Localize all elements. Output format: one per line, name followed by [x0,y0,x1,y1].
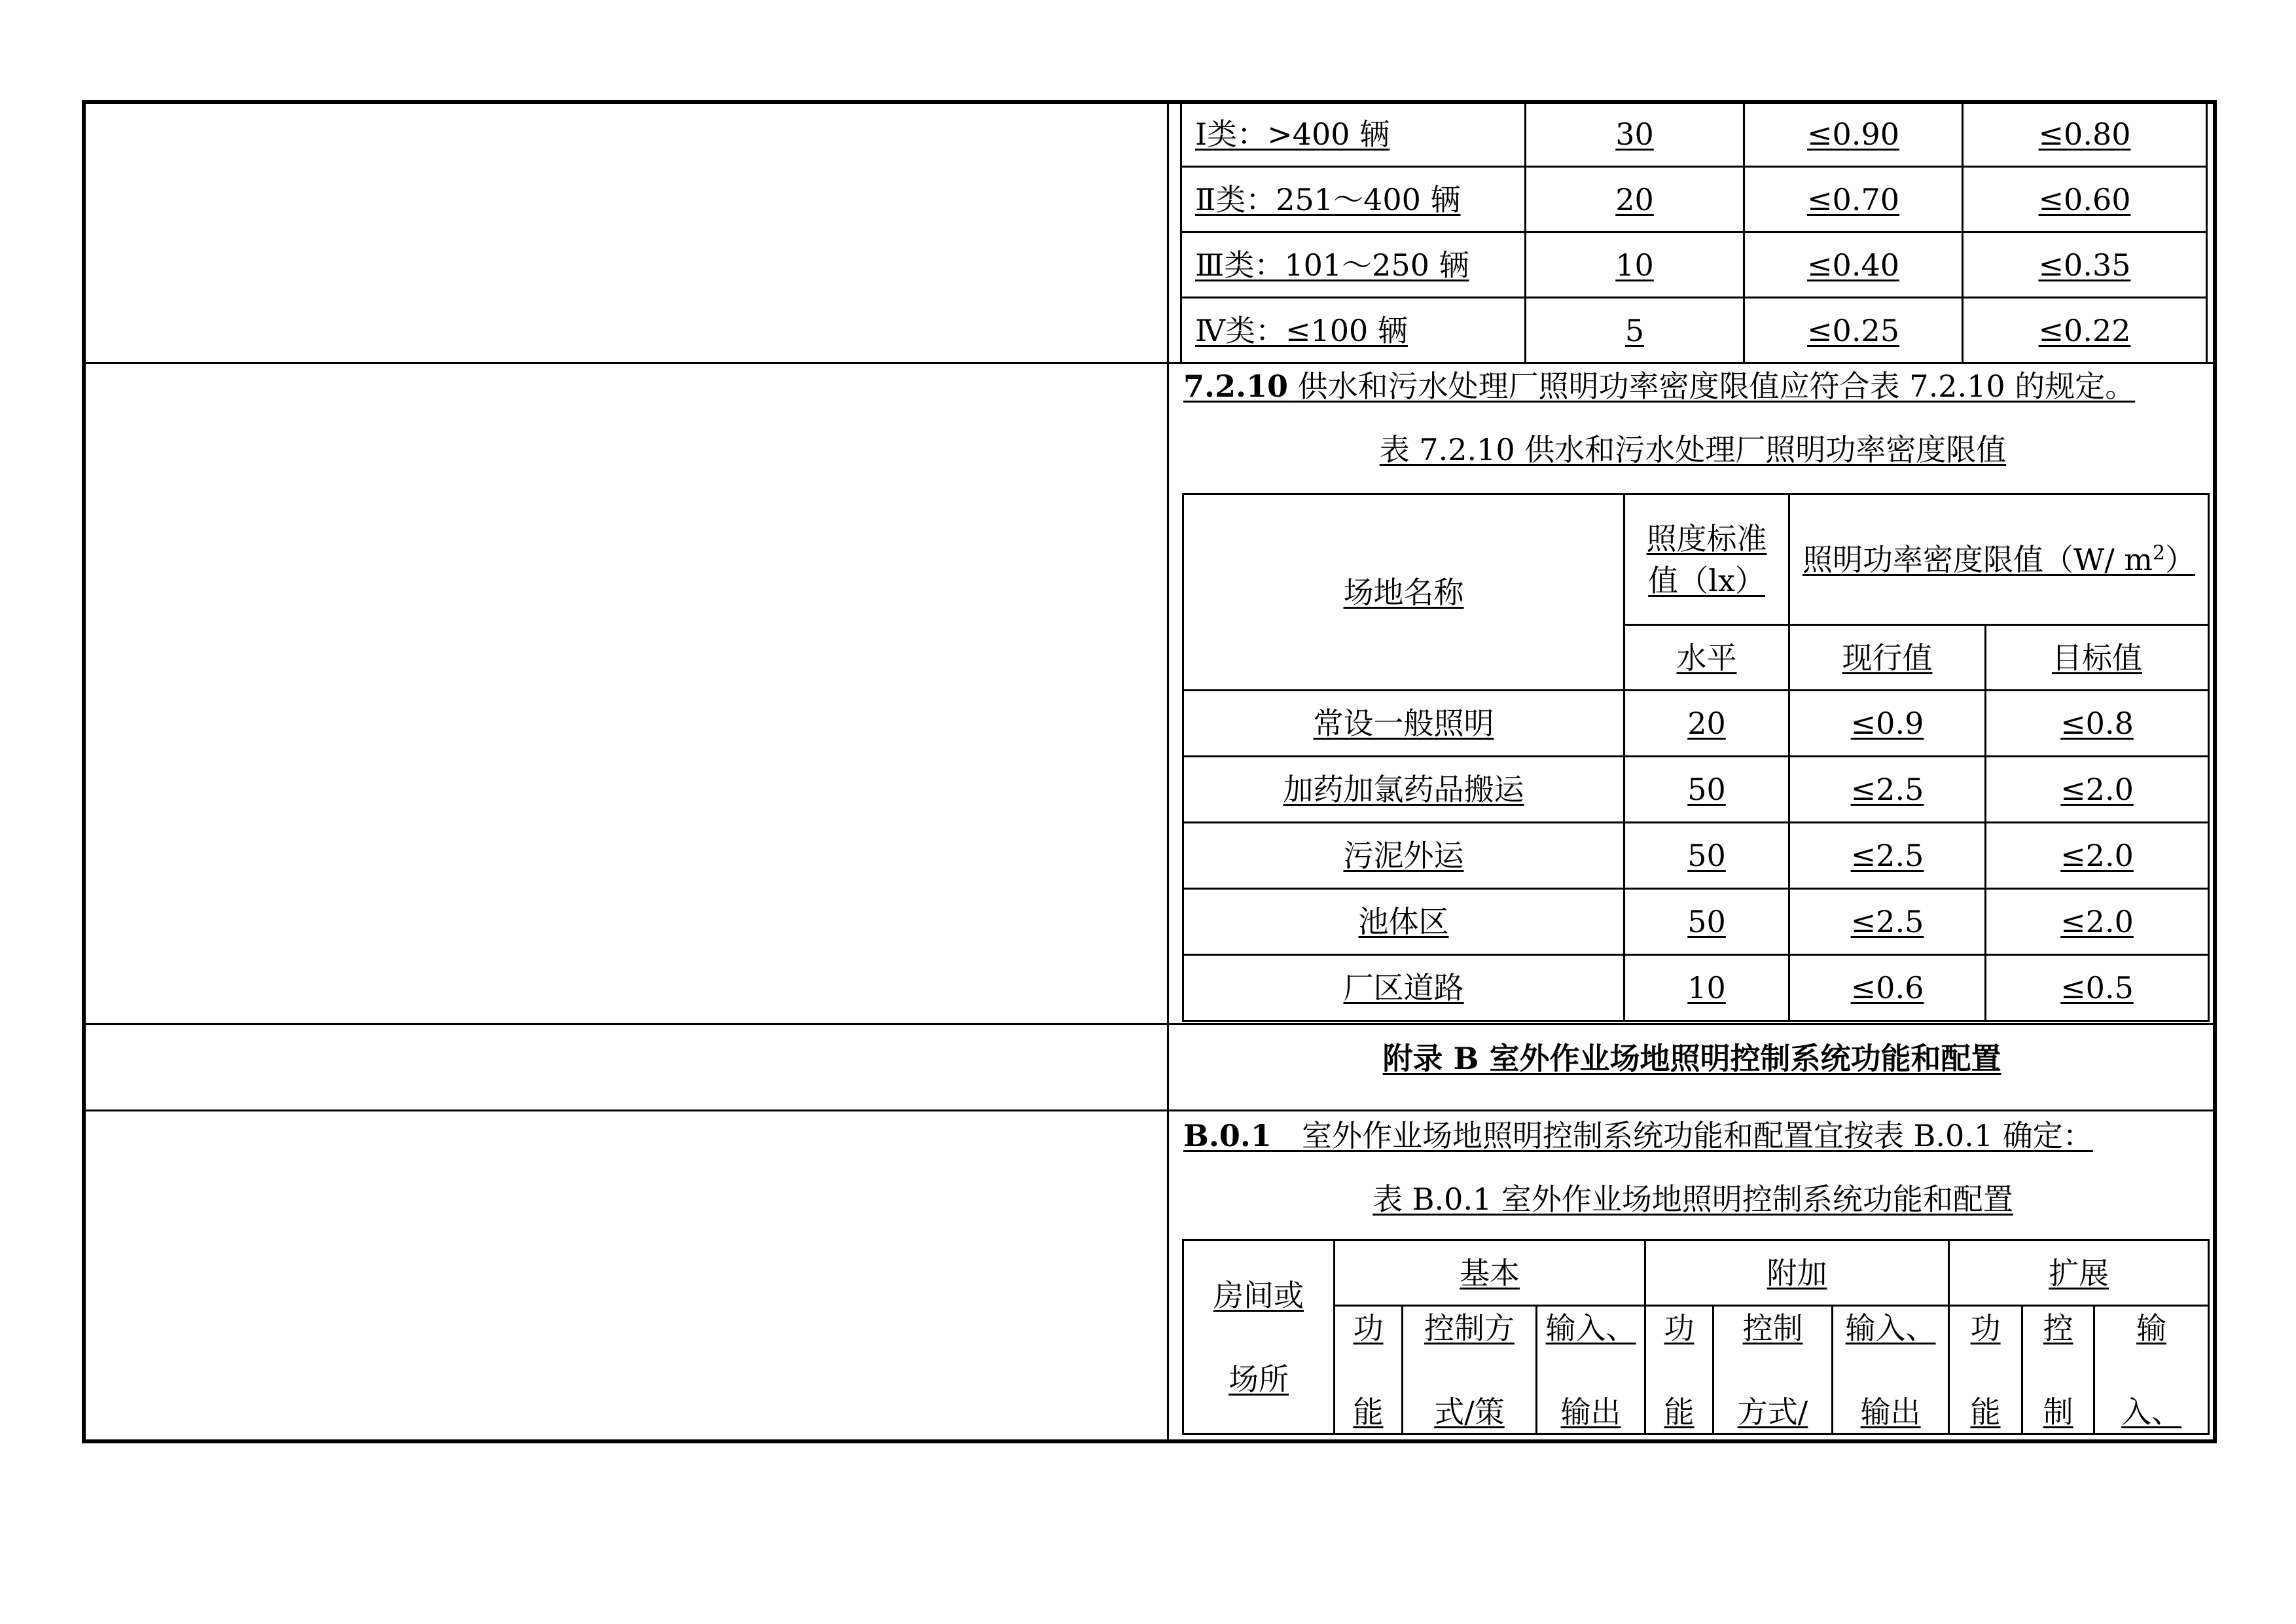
table-cell: ≤0.22 [1963,298,2207,363]
sub-header: 功 能 [1645,1306,1713,1434]
table-cell: ≤2.0 [1986,757,2209,823]
table-cell: ≤0.70 [1744,167,1963,232]
header-illuminance-line1: 照度标准 [1646,520,1767,556]
table-cell: ≤0.80 [1963,101,2207,167]
table-cell: Ⅲ类：101～250 辆 [1181,232,1526,298]
header-lpd-suffix: ） [2165,541,2196,577]
table-cell: ≤0.9 [1789,691,1986,757]
sub-header: 控制方 式/策 [1403,1306,1537,1434]
table-cell: 污泥外运 [1183,823,1624,889]
column-divider [1167,100,1169,1443]
sub-header: 输入、 输出 [1833,1306,1949,1434]
table-cell: 加药加氯药品搬运 [1183,757,1624,823]
table-cell: 10 [1526,232,1744,298]
sub-header: 功 能 [1335,1306,1403,1434]
sub-header: 控 制 [2022,1306,2094,1434]
header-room [1183,1240,1335,1434]
clause-text: 室外作业场地照明控制系统功能和配置宜按表 B.0.1 确定： [1271,1118,2093,1153]
header-room-line2: 场所 [1229,1361,1289,1397]
table-caption-b-0-1: 表 B.0.1 室外作业场地照明控制系统功能和配置 [1372,1182,2013,1217]
header-illuminance-line2: 值（lx） [1648,562,1765,598]
sub-header: 控制 方式/ [1713,1306,1833,1434]
water-plant-lpd-table [1182,493,2210,1022]
table-cell: ≤2.0 [1986,889,2209,955]
row-divider-2 [82,1023,2217,1025]
table-cell: 50 [1624,823,1789,889]
clause-number: B.0.1 [1183,1118,1272,1153]
table-cell: Ⅳ类：≤100 辆 [1181,298,1526,363]
clause-b-0-1 [1183,1115,2093,1157]
table-cell: ≤0.90 [1744,101,1963,167]
table-cell: 厂区道路 [1183,955,1624,1021]
header-current: 现行值 [1789,625,1986,691]
table-cell: ≤0.8 [1986,691,2209,757]
header-site-name: 场地名称 [1183,494,1624,691]
table-cell: Ⅰ类：>400 辆 [1181,101,1526,167]
control-system-table [1182,1239,2210,1435]
table-cell: ≤0.5 [1986,955,2209,1021]
table-cell: ≤2.0 [1986,823,2209,889]
row-divider-3 [82,1110,2217,1111]
parking-lpd-table [1180,100,2208,364]
table-cell: ≤2.5 [1789,889,1986,955]
sub-header: 功 能 [1949,1306,2022,1434]
table-cell: 10 [1624,955,1789,1021]
appendix-b-title: 附录 B 室外作业场地照明控制系统功能和配置 [1382,1041,2001,1076]
table-cell: ≤0.60 [1963,167,2207,232]
sub-header: 输 入、 [2094,1306,2209,1434]
table-cell: ≤0.25 [1744,298,1963,363]
table-cell: 50 [1624,889,1789,955]
header-target: 目标值 [1986,625,2209,691]
table-cell: 常设一般照明 [1183,691,1624,757]
table-cell: Ⅱ类：251～400 辆 [1181,167,1526,232]
table-cell: 20 [1526,167,1744,232]
table-cell: 20 [1624,691,1789,757]
table-cell: 30 [1526,101,1744,167]
table-cell: ≤0.40 [1744,232,1963,298]
header-group-additional: 附加 [1645,1240,1949,1306]
clause-number: 7.2.10 [1183,369,1289,404]
clause-7-2-10 [1183,365,2135,407]
table-cell: ≤2.5 [1789,757,1986,823]
header-level: 水平 [1624,625,1789,691]
header-lpd [1789,494,2209,625]
header-lpd-sup: 2 [2152,541,2166,565]
header-illuminance [1624,494,1789,625]
table-cell: ≤0.35 [1963,232,2207,298]
header-room-line1: 房间或 [1213,1277,1304,1313]
table-caption-7-2-10: 表 7.2.10 供水和污水处理厂照明功率密度限值 [1379,432,2007,467]
table-cell: ≤0.6 [1789,955,1986,1021]
sub-header: 输入、 输出 [1537,1306,1645,1434]
header-group-extended: 扩展 [1949,1240,2209,1306]
clause-text: 供水和污水处理厂照明功率密度限值应符合表 7.2.10 的规定。 [1288,369,2136,404]
header-lpd-prefix: 照明功率密度限值（W/ m [1802,541,2153,577]
table-cell: ≤2.5 [1789,823,1986,889]
table-cell: 5 [1526,298,1744,363]
header-group-basic: 基本 [1335,1240,1645,1306]
table-cell: 池体区 [1183,889,1624,955]
table-cell: 50 [1624,757,1789,823]
